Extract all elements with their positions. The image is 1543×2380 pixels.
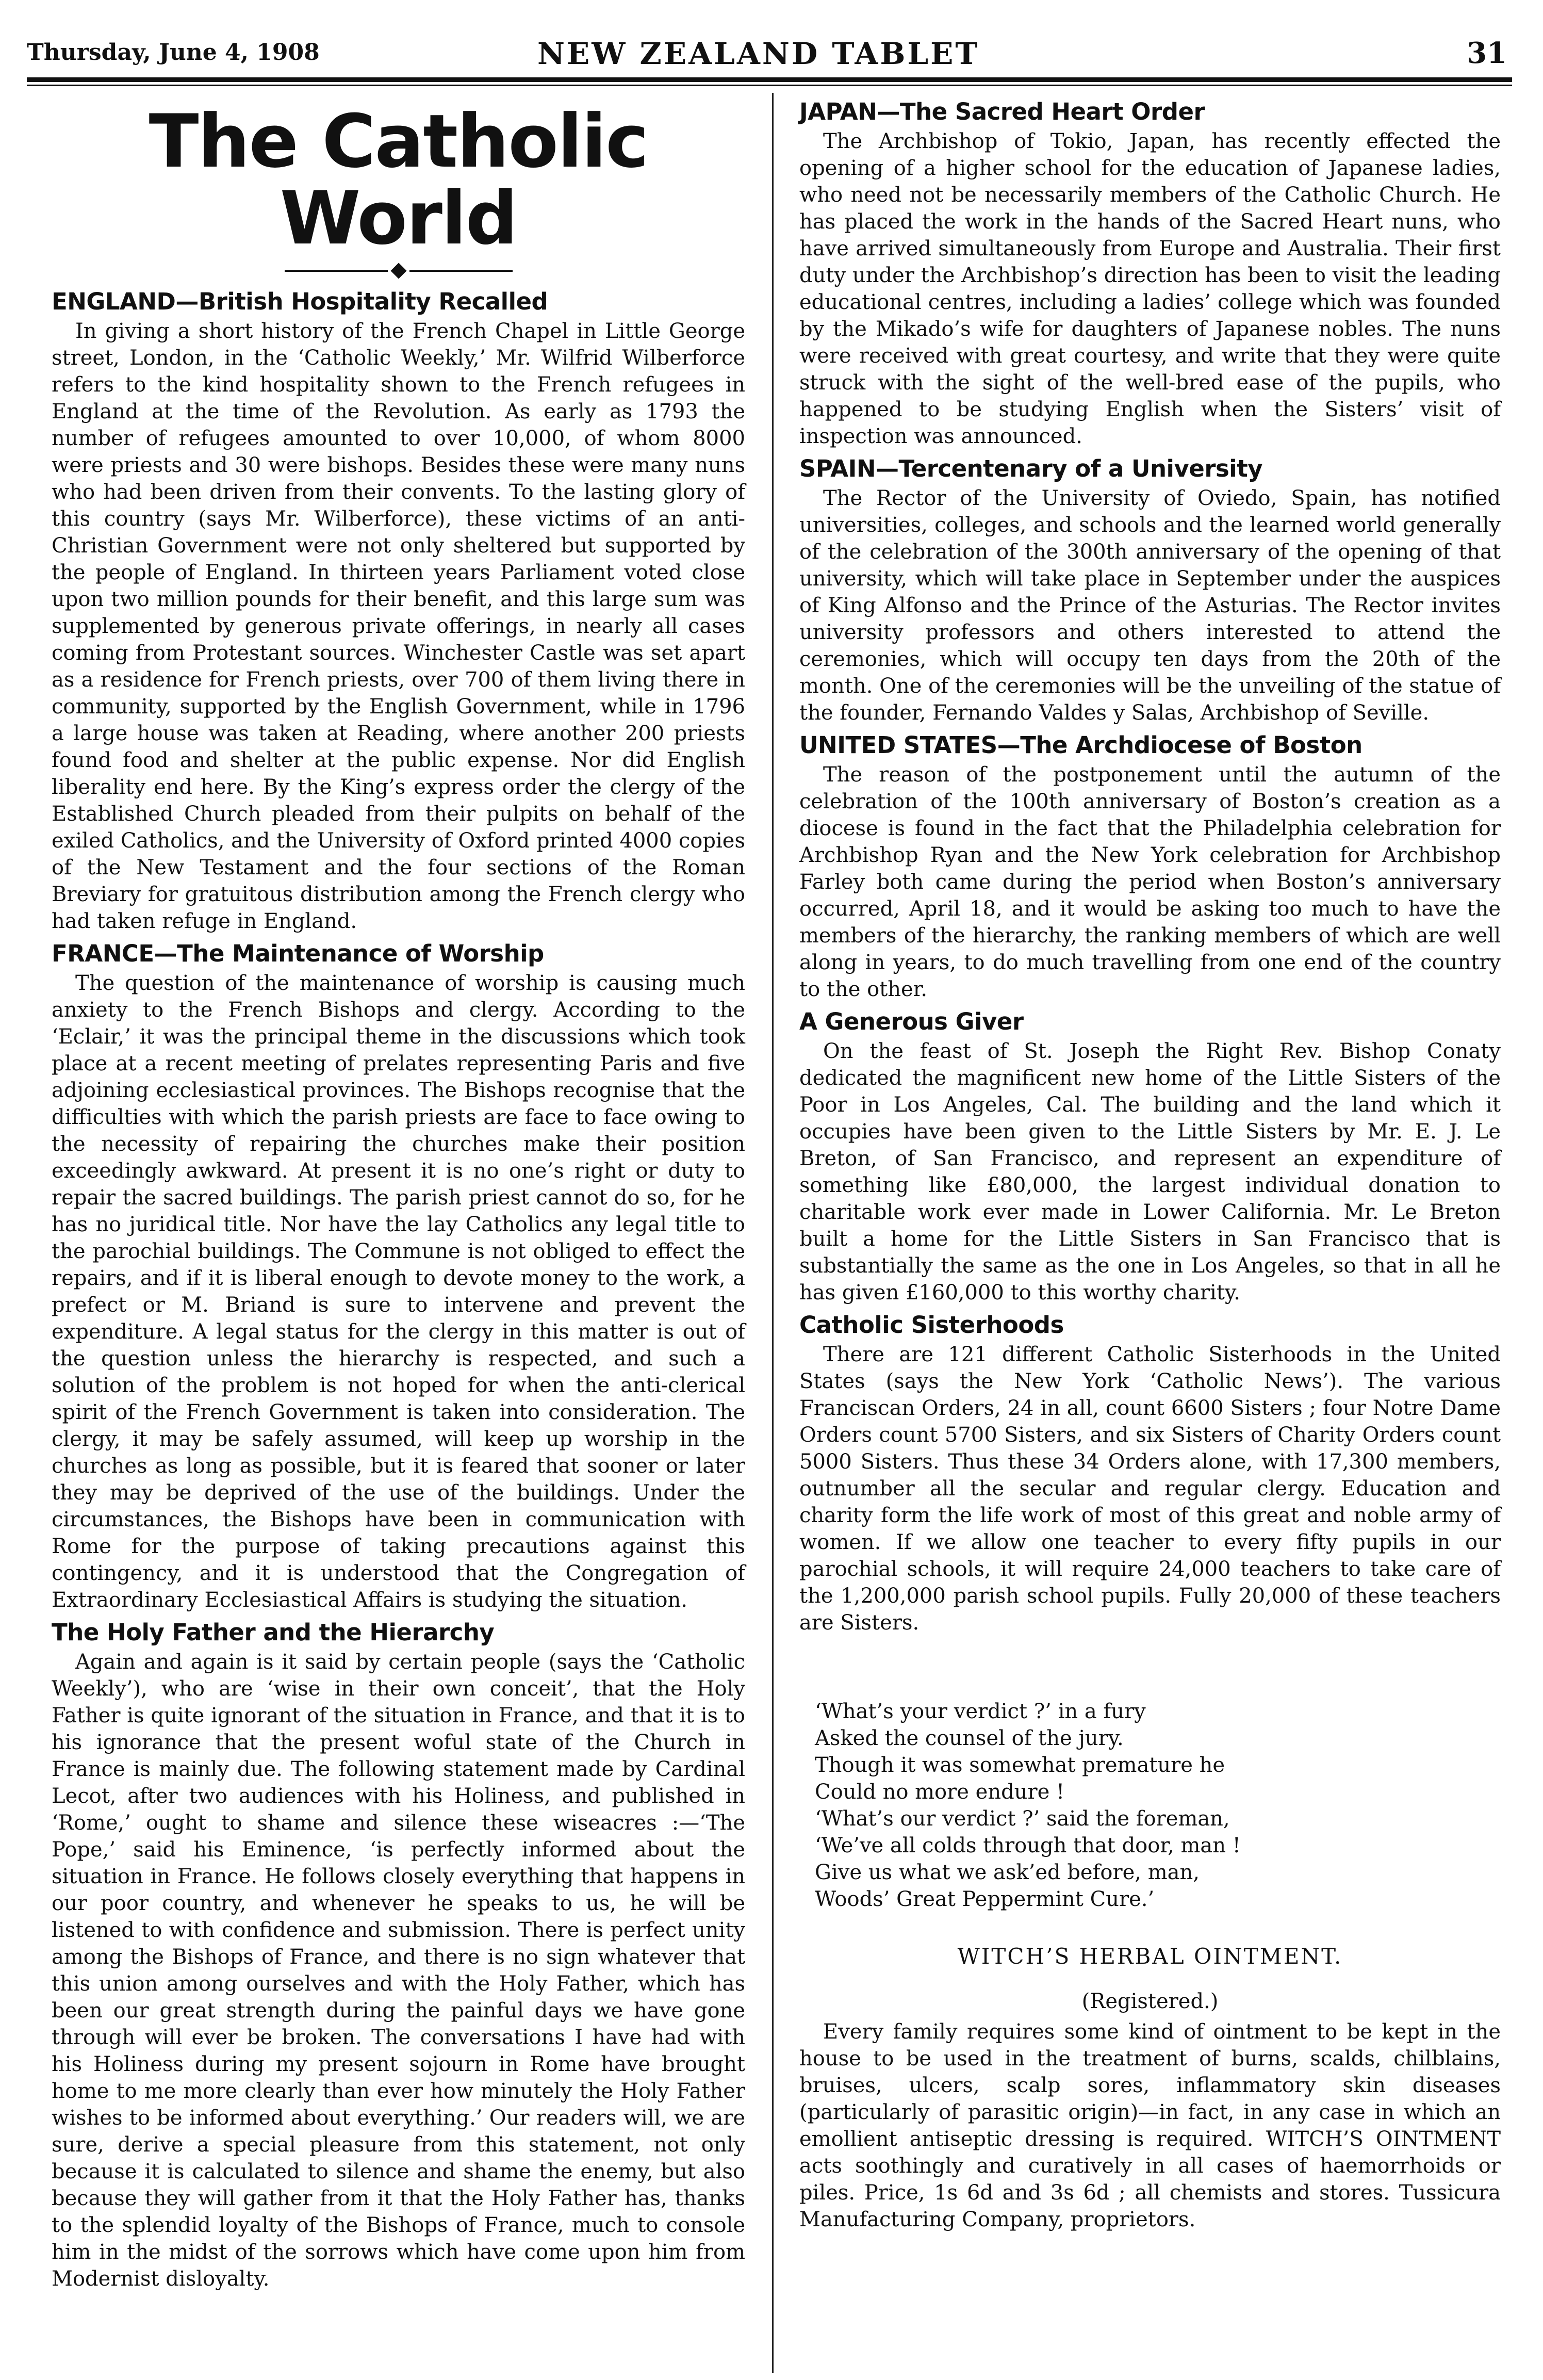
poem-line: ‘What’s our verdict ?’ said the foreman, [815,1807,1230,1831]
advert-poem [799,1698,1501,1913]
article-heading-england: ENGLAND—British Hospitality Recalled [52,288,548,316]
article-body-holy-father: Again and again is it said by certain people (says the ‘Catholic Weekly’), who are ‘wise in their own conceit’, that the Holy Father is quite ignorant of the situation in France, and that it is to his ignorance that the present woful state of the Church in France is mainly due. The following statement made by Cardinal Lecot, after two audiences with his Holiness, and published in ‘Rome,’ ought to shame and silence these wiseacres :—‘The Pope,’ said his Eminence, ‘is perfectly informed about the situation in France. He follows closely everything that happens in our poor country, and whenever he speaks to us, he will be listened to with confidence and submission. There is perfect unity among the Bishops of France, and there is no sign whatever that this union among ourselves and with the Holy Father, which has been our great strength during the painful days we have gone through will ever be broken. The conversations I have had with his Holiness during my present sojourn in Rome have brought home to me more clearly than ever how minutely the Holy Father wishes to be informed about everything.’ Our readers will, we are sure, derive a special pleasure from this statement, not only because it is calculated to silence and shame the enemy, but also because they will gather from it that the Holy Father has, thanks to the splendid loyalty of the Bishops of France, much to console him in the midst of the sorrows which have come upon him from Modernist disloyalty. [52,1650,745,2291]
page-header [27,9,1512,79]
advert-body: Every family requires some kind of ointment to be kept in the house to be used in the treatment of burns, scalds, chilblains, bruises, ulcers, scalp sores, inflammatory skin diseases (particularly of parasitic origin)—in fact, in any case in which an emollient antiseptic dressing is required. WITCH’S OINTMENT acts soothingly and curatively in all cases of haemorrhoids or piles. Price, 1s 6d and 3s 6d ; all chemists and stores. Tussicura Manufacturing Company, proprietors. [799,2020,1501,2231]
left-column [52,98,745,2292]
poem-line: ‘What’s your verdict ?’ in a fury [815,1700,1146,1723]
poem-line: Asked the counsel of the jury. [815,1726,1124,1750]
masthead-ornament [52,265,745,276]
advert-title: WITCH’S HERBAL OINTMENT. [957,1944,1343,1969]
poem-line: Woods’ Great Peppermint Cure.’ [815,1887,1155,1911]
article-heading-generous-giver: A Generous Giver [799,1008,1024,1035]
poem-line: Could no more endure ! [815,1780,1065,1804]
article-body-sisterhoods: There are 121 different Catholic Sisterhoods in the United States (says the New York ‘Catholic News’). The various Franciscan Orders, 24 in all, count 6600 Sisters ; four Notre Dame Orders count 5700 Sisters, and six Sisters of Charity Orders count 5000 Sisters. Thus these 34 Orders alone, with 17,300 members, outnumber all the secular and regular clergy. Education and charity form the life work of most of this great and noble army of women. If we allow one teacher to every fifty pupils in our parochial schools, it will require 24,000 teachers to take care of the 1,200,000 parish school pupils. Fully 20,000 of these teachers are Sisters. [799,1343,1501,1635]
poem-line: Give us what we ask’ed before, man, [815,1861,1200,1884]
header-date: Thursday, June 4, 1908 [27,39,320,66]
poem-line: ‘We’ve all colds through that door, man ! [815,1834,1241,1857]
section-masthead: The Catholic World [149,99,648,262]
poem-line: Though it was somewhat premature he [815,1753,1225,1777]
header-rule-thin [27,85,1512,86]
column-divider [772,93,774,2373]
article-heading-united-states: UNITED STATES—The Archdiocese of Boston [799,731,1363,759]
article-heading-sisterhoods: Catholic Sisterhoods [799,1311,1064,1339]
article-body-japan: The Archbishop of Tokio, Japan, has recently effected the opening of a higher school for the education of Japanese ladies, who need not be necessarily members of the Catholic Church. He has placed the work in the hands of the Sacred Heart nuns, who have arrived simultaneously from Europe and Australia. Their first duty under the Archbishop’s direction has been to visit the leading educational centres, including a ladies’ college which was founded by the Mikado’s wife for daughters of Japanese nobles. The nuns were received with great courtesy, and write that they were quite struck with the sight of the well-bred ease of the pupils, who happened to be studying English when the Sisters’ visit of inspection was announced. [799,129,1501,448]
article-body-england: In giving a short history of the French Chapel in Little George street, London, in the ‘Catholic Weekly,’ Mr. Wilfrid Wilberforce refers to the kind hospitality shown to the French refugees in England at the time of the Revolution. As early as 1793 the number of refugees amounted to over 10,000, of whom 8000 were priests and 30 were bishops. Besides these were many nuns who had been driven from their convents. To the lasting glory of this country (says Mr. Wilberforce), these victims of an anti-Christian Government were not only sheltered but supported by the people of England. In thirteen years Parliament voted close upon two million pounds for their benefit, and this large sum was supplemented by generous private offerings, in nearly all cases coming from Protestant sources. Winchester Castle was set apart as a residence for French priests, over 700 of them living there in community, supported by the English Government, while in 1796 a large house was taken at Reading, where another 200 priests found food and shelter at the public expense. Nor did English liberality end here. By the King’s express order the clergy of the Established Church pleaded from their pulpits on behalf of the exiled Catholics, and the University of Oxford printed 4000 copies of the New Testament and the four sections of the Roman Breviary for gratuitous distribution among the French clergy who had taken refuge in England. [52,319,745,934]
article-heading-spain: SPAIN—Tercentenary of a University [799,455,1263,482]
advert-registered: (Registered.) [1081,1990,1219,2013]
article-body-generous-giver: On the feast of St. Joseph the Right Rev. Bishop Conaty dedicated the magnificent new home of the Little Sisters of the Poor in Los Angeles, Cal. The building and the land which it occupies have been given to the Little Sisters by Mr. E. J. Le Breton, of San Francisco, and represent an expenditure of something like £80,000, the largest individual donation to charitable work ever made in Lower California. Mr. Le Breton built a home for the Little Sisters in San Francisco that is substantially the same as the one in Los Angeles, so that in all he has given £160,000 to this worthy charity. [799,1039,1501,1305]
article-body-spain: The Rector of the University of Oviedo, Spain, has notified universities, colleges, and schools and the learned world generally of the celebration of the 300th anniversary of the opening of that university, which will take place in September under the auspices of King Alfonso and the Prince of the Asturias. The Rector invites university professors and others interested to attend the ceremonies, which will occupy ten days from the 20th of the month. One of the ceremonies will be the unveiling of the statue of the founder, Fernando Valdes y Salas, Archbishop of Seville. [799,486,1501,725]
header-page-number: 31 [1467,36,1507,70]
header-title: NEW ZEALAND TABLET [537,36,980,71]
article-heading-holy-father: The Holy Father and the Hierarchy [52,1619,495,1647]
header-rule-thick [27,77,1512,82]
article-heading-japan: JAPAN—The Sacred Heart Order [799,98,1205,125]
article-heading-france: FRANCE—The Maintenance of Worship [52,940,544,968]
article-body-france: The question of the maintenance of worship is causing much anxiety to the French Bishops and clergy. According to the ‘Eclair,’ it was the principal theme in the discussions which took place at a recent meeting of prelates representing Paris and five adjoining ecclesiastical provinces. The Bishops recognise that the difficulties with which the parish priests are face to face owing to the necessity of repairing the churches make their position exceedingly awkward. At present it is no one’s right or duty to repair the sacred buildings. The parish priest cannot do so, for he has no juridical title. Nor have the lay Catholics any legal title to the parochial buildings. The Commune is not obliged to effect the repairs, and if it is liberal enough to devote money to the work, a prefect or M. Briand is sure to intervene and prevent the expenditure. A legal status for the clergy in this matter is out of the question unless the hierarchy is respected, and such a solution of the problem is not hoped for when the anti-clerical spirit of the French Government is taken into consideration. The clergy, it may be safely assumed, will keep up worship in the churches as long as possible, but it is feared that sooner or later they may be deprived of the use of the buildings. Under the circumstances, the Bishops have been in communication with Rome for the purpose of taking precautions against this contingency, and it is understood that the Congregation of Extraordinary Ecclesiastical Affairs is studying the situation. [52,971,745,1612]
right-column [799,98,1501,2233]
article-body-united-states: The reason of the postponement until the autumn of the celebration of the 100th anniversary of Boston’s creation as a diocese is found in the fact that the Philadelphia celebration for Archbishop Ryan and the New York celebration for Archbishop Farley both came during the period when Boston’s anniversary occurred, April 18, and it would be asking too much to have the members of the hierarchy, the ranking members of which are well along in years, to do much travelling from one end of the country to the other. [799,763,1501,1001]
